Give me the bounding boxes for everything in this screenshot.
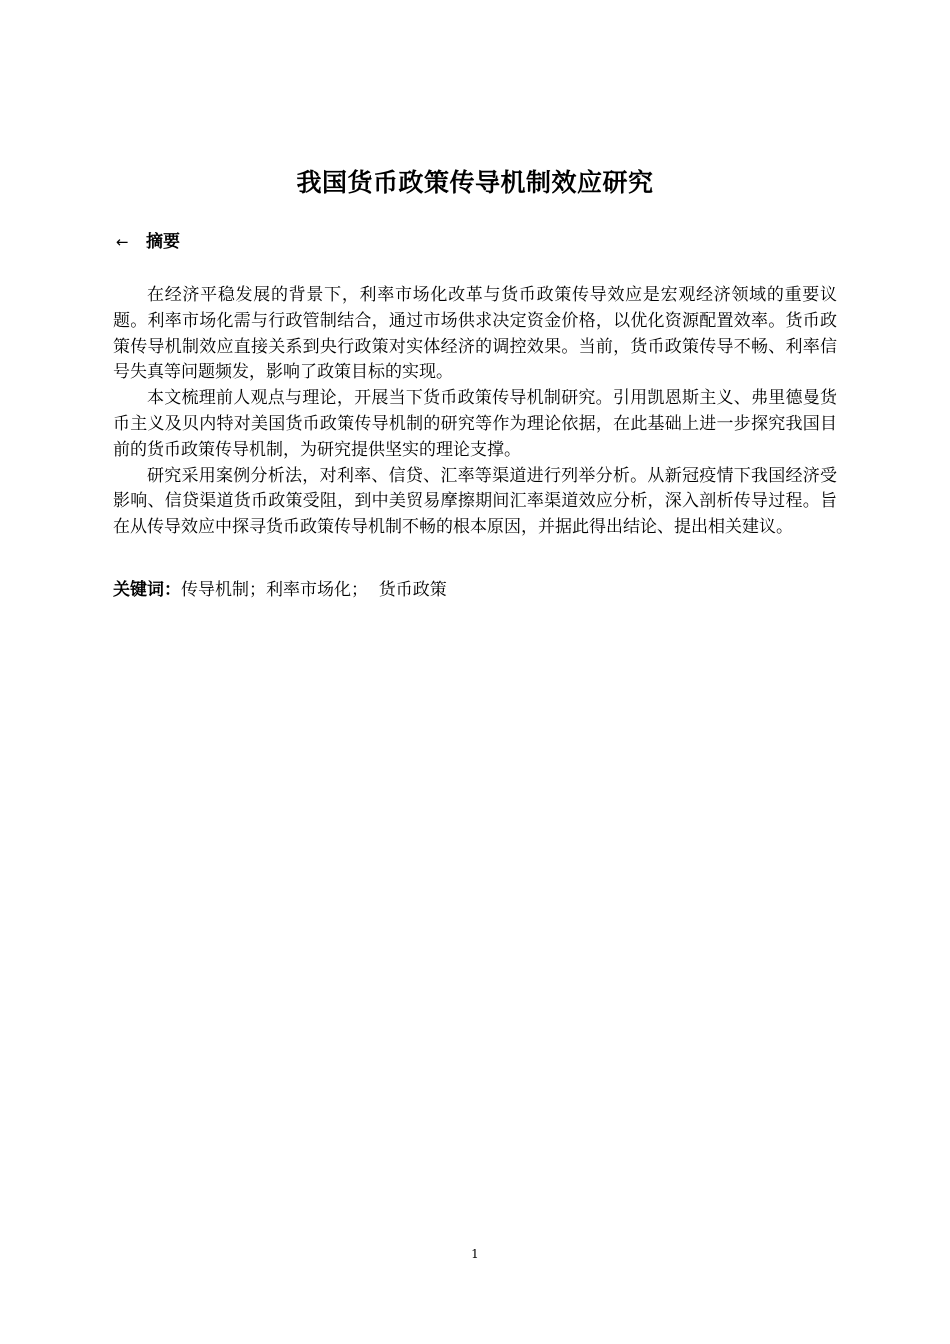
document-title: 我国货币政策传导机制效应研究: [296, 168, 654, 197]
abstract-paragraph: 本文梳理前人观点与理论，开展当下货币政策传导机制研究。引用凯恩斯主义、弗里德曼货币主义及贝内特对美国货币政策传导机制的研究等作为理论依据，在此基础上进一步探究我国目前的货币政策传导机制，为研究提供坚实的理论支撑。: [113, 388, 837, 460]
keywords-line: [113, 579, 447, 601]
page-number: 1: [471, 1247, 479, 1261]
abstract-body: [113, 283, 837, 541]
abstract-paragraph: 研究采用案例分析法，对利率、信贷、汇率等渠道进行列举分析。从新冠疫情下我国经济受影响、信贷渠道货币政策受阻，到中美贸易摩擦期间汇率渠道效应分析，深入剖析传导过程。旨在从传导效应中探寻货币政策传导机制不畅的根本原因，并据此得出结论、提出相关建议。: [113, 465, 837, 538]
keywords-label: 关键词：: [113, 580, 181, 600]
keyword-item: 传导机制；: [181, 580, 266, 600]
keyword-item: 货币政策: [368, 580, 447, 600]
abstract-paragraph: 在经济平稳发展的背景下，利率市场化改革与货币政策传导效应是宏观经济领域的重要议题。利率市场化需与行政管制结合，通过市场供求决定资金价格，以优化资源配置效率。货币政策传导机制效应直接关系到央行政策对实体经济的调控效果。当前，货币政策传导不畅、利率信号失真等问题频发，影响了政策目标的实现。: [113, 285, 837, 383]
abstract-heading: [116, 231, 180, 253]
abstract-heading-label: 摘要: [146, 232, 180, 252]
left-arrow-icon: ←: [116, 233, 129, 251]
keyword-item: 利率市场化；: [266, 580, 368, 600]
